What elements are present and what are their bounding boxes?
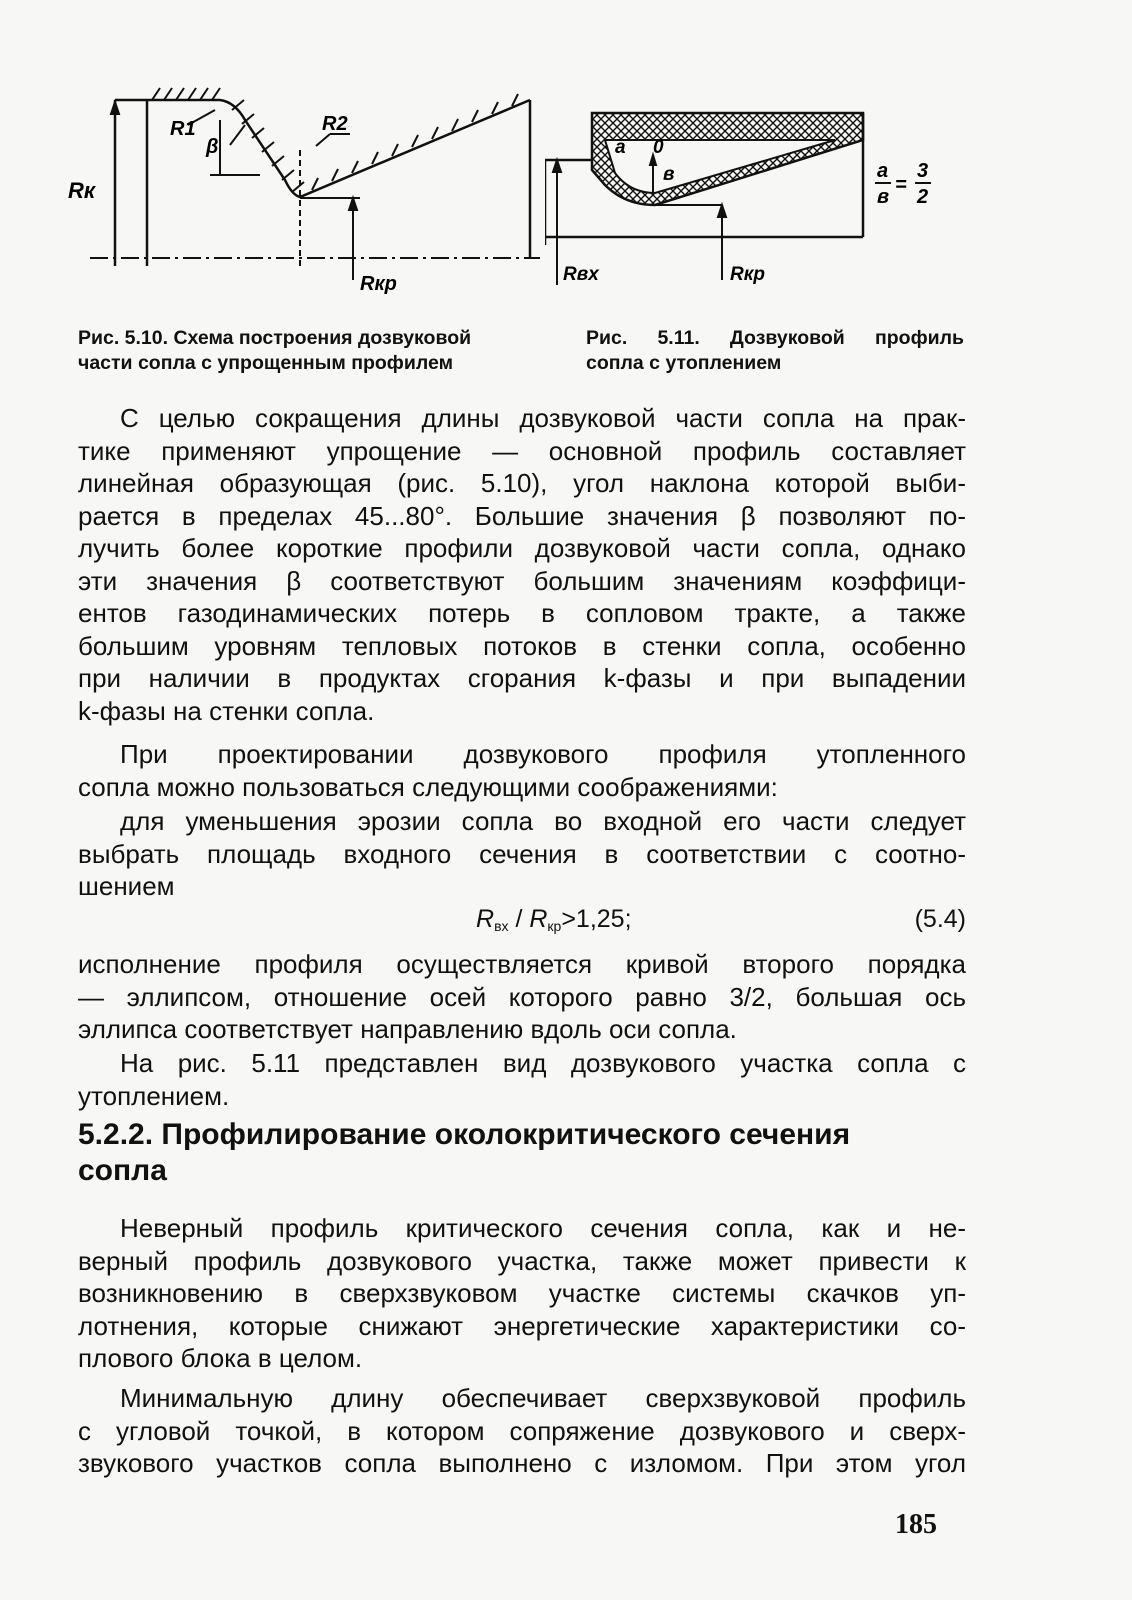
paragraph-1: С целью сокращения длины дозвуковой части сопла на прак- тике применяют упрощение — основной профиль составляет линейная образующая (рис. 5.10), угол наклона которой выби- рается в пределах 45...80°. Большие значения β позволяют по- лучить более короткие профили дозвуковой части сопла, однако эти значения β соответствуют большим значениям коэффици- ентов газодинамических потерь в сопловом тракте, а также большим уровням тепловых потоков в стенки сопла, особенно при наличии в продуктах сгорания k-фазы и при выпадении k-фазы на стенки сопла. bbox=[78, 403, 966, 726]
label-zero: 0 bbox=[653, 137, 664, 158]
figure-5-11-diagram bbox=[545, 95, 965, 320]
label-rvx: Rвх bbox=[563, 264, 599, 285]
formula-5-4 bbox=[78, 905, 966, 939]
paragraph-6: Неверный профиль критического сечения сопла, как и не- верный профиль дозвукового участка, также может привести к возникновению в сверхзвуковом участке системы скачков уп- лотнения, которые снижают энергетические характеристики со- плового блока в целом. bbox=[78, 1213, 966, 1373]
svg-text:в: в bbox=[877, 186, 890, 208]
label-r1: R1 bbox=[170, 118, 196, 140]
svg-text:3: 3 bbox=[917, 160, 929, 182]
figure-5-11-caption: Рис. 5.11. Дозвуковой профиль сопла с утоплением bbox=[586, 327, 964, 374]
figure-5-10-diagram bbox=[60, 80, 560, 320]
paragraph-2: При проектировании дозвукового профиля утопленного сопла можно пользоваться следующими соображениями: bbox=[78, 739, 966, 802]
figure-5-10-caption: Рис. 5.10. Схема построения дозвуковой части сопла с упрощенным профилем bbox=[78, 327, 472, 374]
svg-text:a: a bbox=[877, 160, 889, 182]
label-rkr: Rкр bbox=[360, 273, 397, 295]
svg-text:=: = bbox=[895, 174, 907, 196]
label-r2: R2 bbox=[322, 113, 348, 135]
axis-ratio bbox=[875, 160, 931, 208]
label-rkp: Rкр bbox=[730, 264, 765, 285]
section-heading: 5.2.2. Профилирование околокритического сечения сопла bbox=[78, 1118, 851, 1187]
paragraph-7: Минимальную длину обеспечивает сверхзвуковой профиль с угловой точкой, в котором сопряжение дозвукового и сверх- звукового участков сопла выполнено с изломом. При этом угол bbox=[78, 1383, 966, 1478]
label-beta: β bbox=[206, 136, 219, 158]
formula-expression: $R_{вх} / R_{кр}>1,25$; bbox=[476, 905, 632, 934]
nozzle-insert bbox=[592, 113, 863, 205]
svg-text:2: 2 bbox=[917, 186, 929, 208]
label-b: в bbox=[663, 164, 675, 185]
paragraph-3: для уменьшения эрозии сопла во входной его части следует выбрать площадь входного сечения в соответствии с соотно- шением bbox=[78, 806, 966, 901]
formula-number: (5.4) bbox=[914, 905, 966, 933]
paragraph-5: На рис. 5.11 представлен вид дозвукового участка сопла с утоплением. bbox=[78, 1048, 966, 1111]
page-number: 185 bbox=[895, 1509, 937, 1540]
label-a: a bbox=[615, 137, 626, 158]
paragraph-4: исполнение профиля осуществляется кривой второго порядка — эллипсом, отношение осей которого равно 3/2, большая ось эллипса соответствует направлению вдоль оси сопла. bbox=[78, 949, 966, 1044]
label-rk: Rк bbox=[68, 178, 96, 203]
